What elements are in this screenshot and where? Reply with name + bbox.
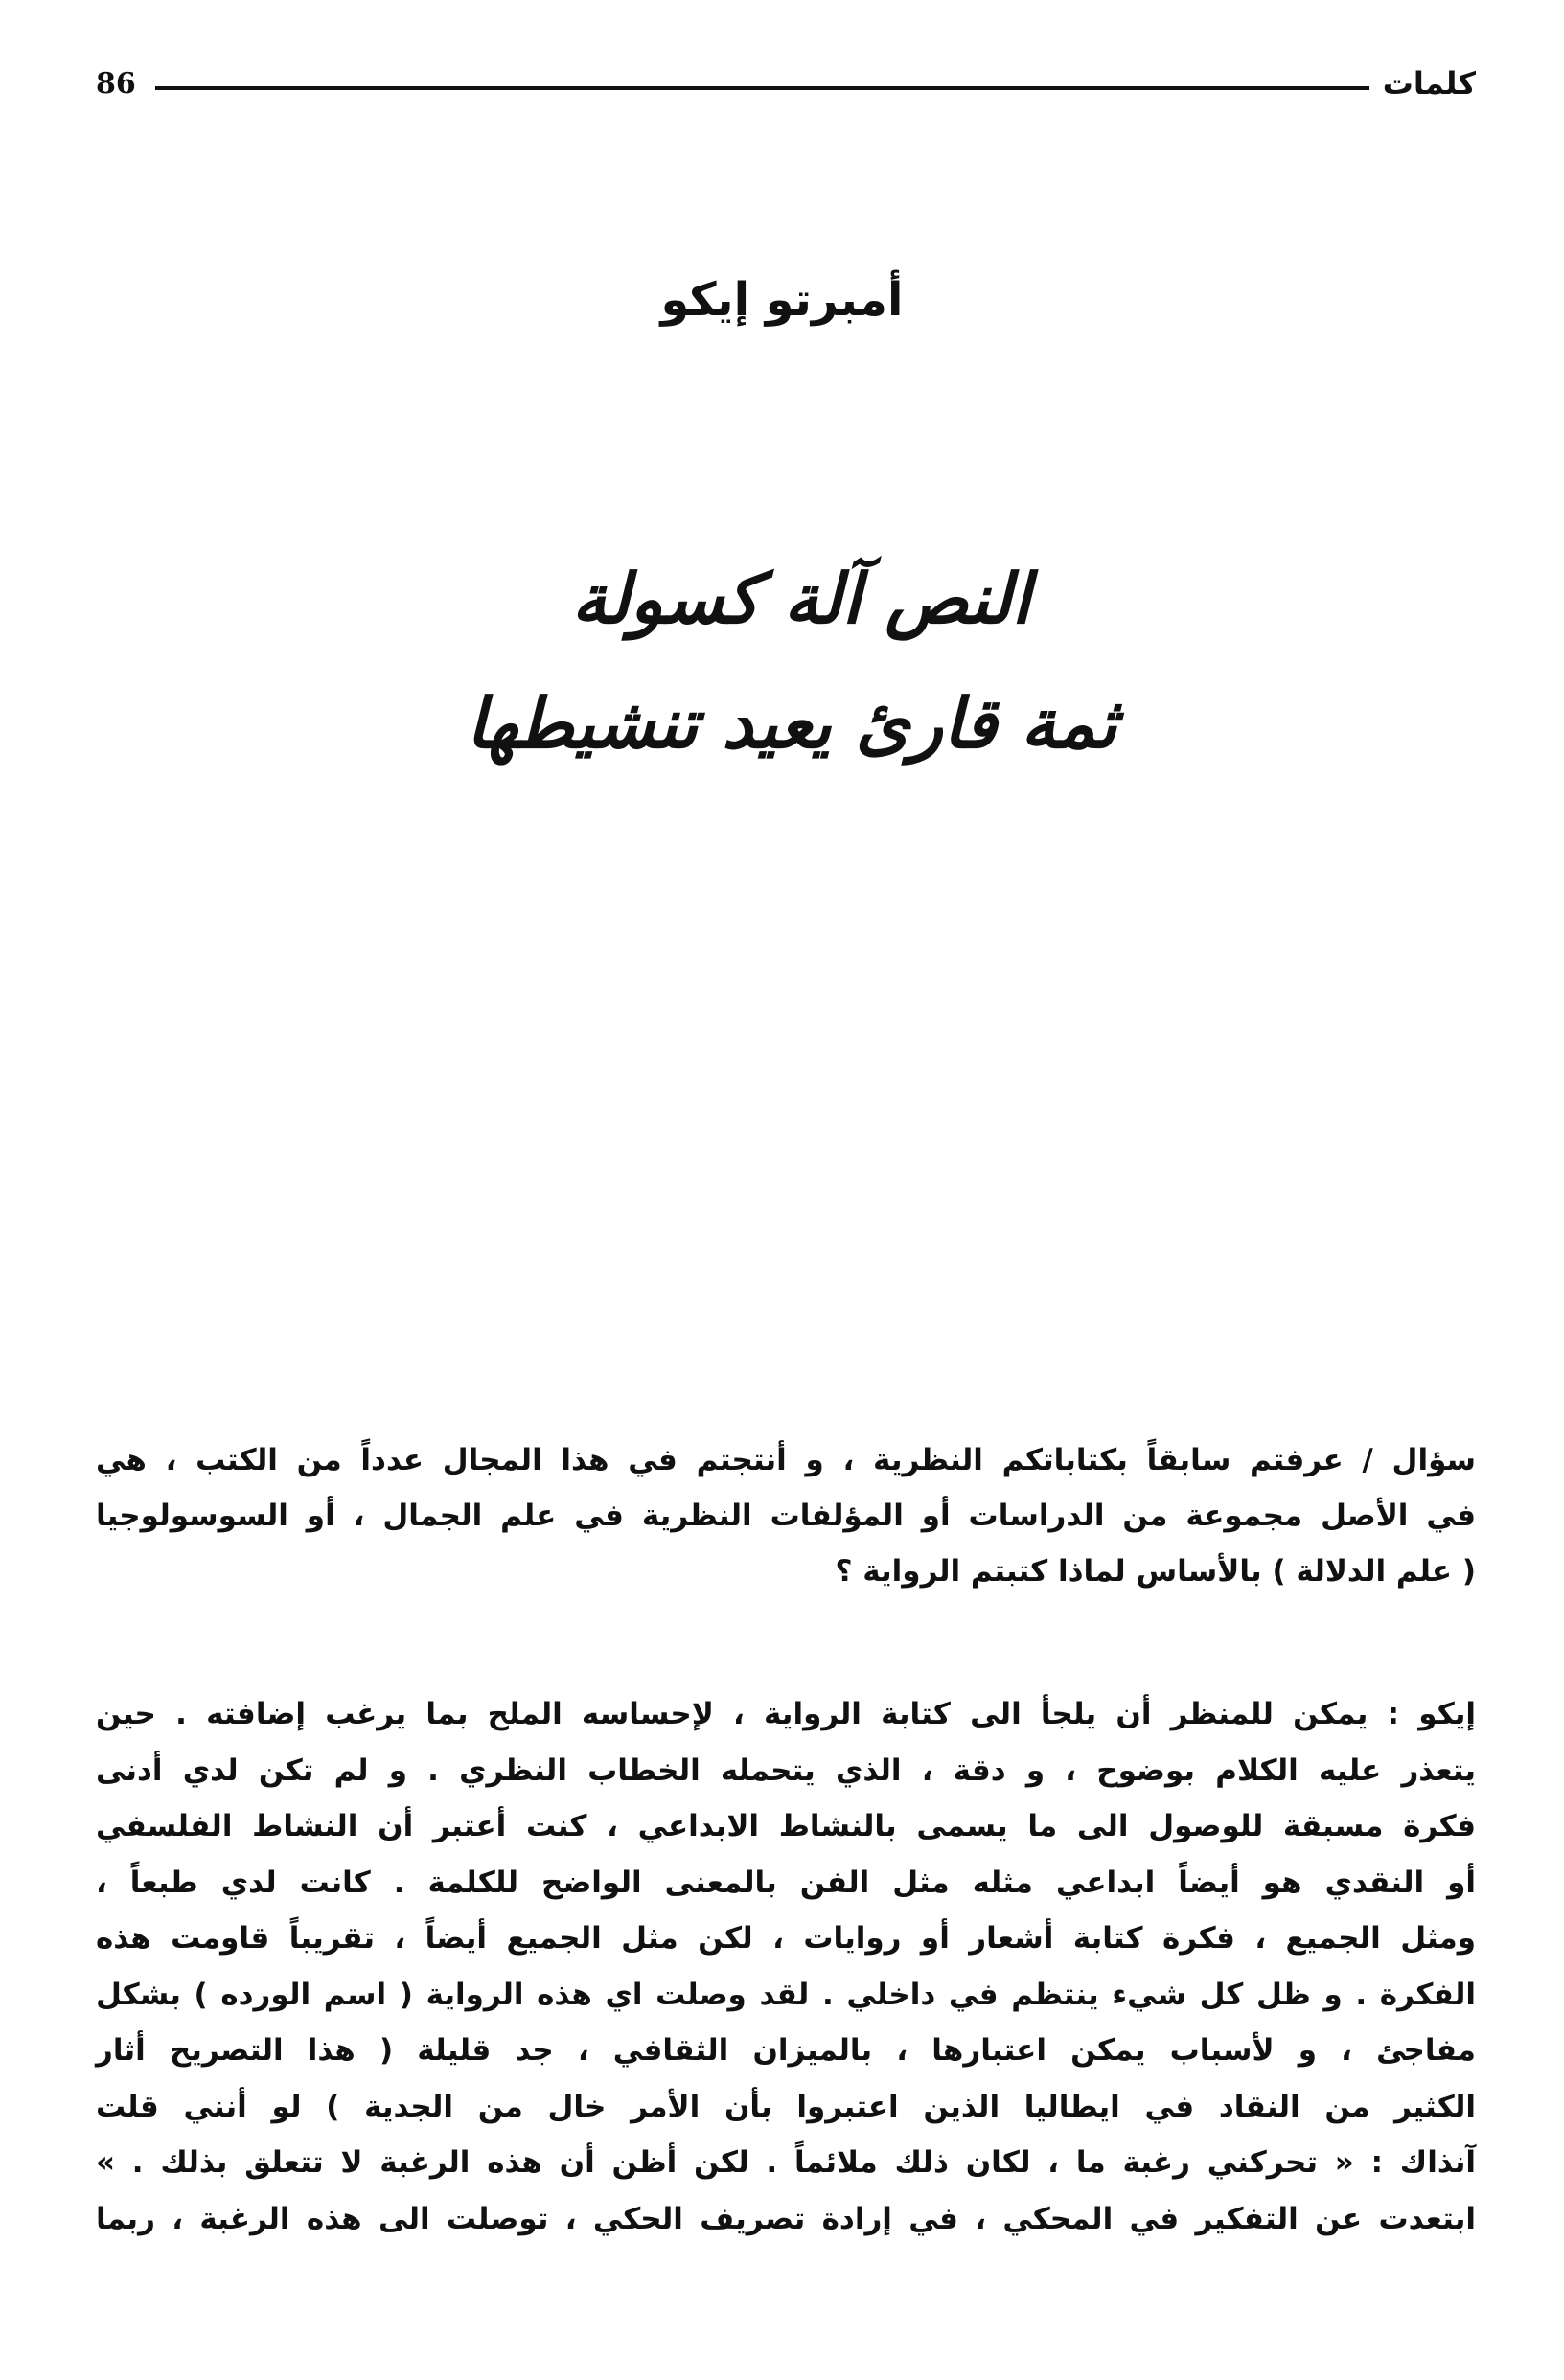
interview-question bbox=[96, 1432, 1476, 1599]
page-number: 86 bbox=[96, 66, 136, 101]
question-line: سؤال / عرفتم سابقاً بكتاباتكم النظرية ، و أنتجتم في هذا المجال عدداً من الكتب ، هي bbox=[96, 1443, 1476, 1477]
answer-line: الفكرة . و ظل كل شيء ينتظم في داخلي . لقد وصلت اي هذه الرواية ( اسم الورده ) بشكل bbox=[96, 1977, 1476, 2012]
title-line-1: النص آلة كسولة bbox=[571, 558, 1031, 639]
answer-line: فكرة مسبقة للوصول الى ما يسمى بالنشاط الابداعي ، كنت أعتبر أن النشاط الفلسفي bbox=[96, 1809, 1476, 1843]
answer-line: مفاجئ ، و لأسباب يمكن اعتبارها ، بالميزان الثقافي ، جد قليلة ( هذا التصريح أثار bbox=[96, 2033, 1476, 2068]
answer-line: أو النقدي هو أيضاً ابداعي مثله مثل الفن بالمعنى الواضح للكلمة . كانت لدي طبعاً ، bbox=[96, 1865, 1476, 1900]
question-line: ( علم الدلالة ) بالأساس لماذا كتبتم الرواية ؟ bbox=[835, 1554, 1476, 1589]
answer-line: الكثير من النقاد في ايطاليا الذين اعتبروا بأن الأمر خال من الجدية ) لو أنني قلت bbox=[96, 2089, 1476, 2124]
answer-line: ابتعدت عن التفكير في المحكي ، في إرادة تصريف الحكي ، توصلت الى هذه الرغبة ، ربما bbox=[96, 2201, 1476, 2236]
article-title bbox=[0, 537, 1564, 786]
journal-name: كلمات bbox=[1382, 65, 1476, 102]
title-line-2: ثمة قارئ يعيد تنشيطها bbox=[466, 682, 1117, 764]
answer-line: ومثل الجميع ، فكرة كتابة أشعار أو روايات ، لكن مثل الجميع أيضاً ، تقريباً قاومت هذه bbox=[96, 1921, 1476, 1956]
answer-line: آنذاك : « تحركني رغبة ما ، لكان ذلك ملائماً . لكن أظن أن هذه الرغبة لا تتعلق بذلك . » bbox=[96, 2145, 1476, 2180]
question-line: في الأصل مجموعة من الدراسات أو المؤلفات النظرية في علم الجمال ، أو السوسولوجيا bbox=[96, 1499, 1476, 1533]
header-rule bbox=[155, 86, 1369, 90]
interview-answer bbox=[96, 1686, 1476, 2247]
running-header bbox=[96, 59, 1476, 107]
answer-line: يتعذر عليه الكلام بوضوح ، و دقة ، الذي يتحمله الخطاب النظري . و لم تكن لدي أدنى bbox=[96, 1752, 1476, 1788]
author-name: أمبرتو إيكو bbox=[660, 273, 904, 327]
answer-line: إيكو : يمكن للمنظر أن يلجأ الى كتابة الرواية ، لإحساسه الملح بما يرغب إضافته . حين bbox=[96, 1697, 1476, 1731]
